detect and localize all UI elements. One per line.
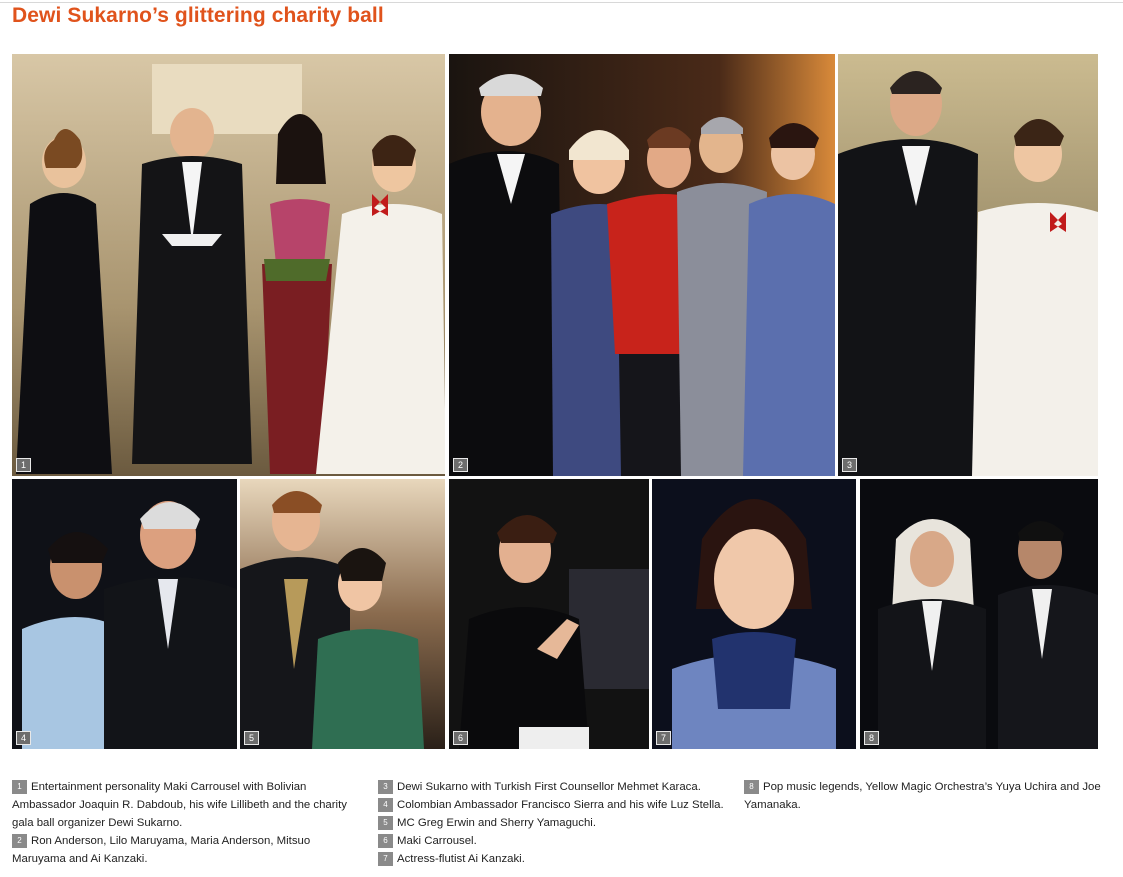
captions-column-3 [744,778,1104,814]
caption-3 [378,778,728,796]
caption-1 [12,778,366,832]
caption-number-badge: 4 [378,798,393,812]
photo-number: 5 [244,731,259,745]
captions-column-1 [12,778,366,868]
caption-number-badge: 1 [12,780,27,794]
caption-number-badge: 2 [12,834,27,848]
photo-6 [449,479,649,749]
caption-text: Entertainment personality Maki Carrousel with Bolivian Ambassador Joaquin R. Dabdoub, his wife Lillibeth and the charity gala ball organizer Dewi Sukarno. [12,781,347,829]
top-rule [0,2,1123,3]
caption-6 [378,832,728,850]
caption-number-badge: 7 [378,852,393,866]
caption-4 [378,796,728,814]
photo-number: 8 [864,731,879,745]
caption-number-badge: 8 [744,780,759,794]
caption-2 [12,832,366,868]
photo-number: 1 [16,458,31,472]
photo-5 [240,479,445,749]
caption-number-badge: 5 [378,816,393,830]
photo-3 [838,54,1098,476]
caption-text: Colombian Ambassador Francisco Sierra and his wife Luz Stella. [397,799,724,811]
photo-8 [860,479,1098,749]
caption-text: Ron Anderson, Lilo Maruyama, Maria Anderson, Mitsuo Maruyama and Ai Kanzaki. [12,835,311,865]
caption-text: Pop music legends, Yellow Magic Orchestra’s Yuya Uchira and Joe Yamanaka. [744,781,1101,811]
caption-8 [744,778,1104,814]
caption-number-badge: 3 [378,780,393,794]
caption-text: Maki Carrousel. [397,835,477,847]
page-title: Dewi Sukarno’s glittering charity ball [12,4,384,27]
caption-text: Actress-flutist Ai Kanzaki. [397,853,525,865]
caption-5 [378,814,728,832]
caption-text: Dewi Sukarno with Turkish First Counsellor Mehmet Karaca. [397,781,701,793]
photo-number: 2 [453,458,468,472]
caption-7 [378,850,728,868]
photo-number: 6 [453,731,468,745]
photo-number: 3 [842,458,857,472]
photo-4 [12,479,237,749]
captions-column-2 [378,778,728,868]
photo-number: 7 [656,731,671,745]
photo-7 [652,479,856,749]
caption-text: MC Greg Erwin and Sherry Yamaguchi. [397,817,596,829]
photo-1 [12,54,445,476]
photo-2 [449,54,835,476]
caption-number-badge: 6 [378,834,393,848]
photo-number: 4 [16,731,31,745]
